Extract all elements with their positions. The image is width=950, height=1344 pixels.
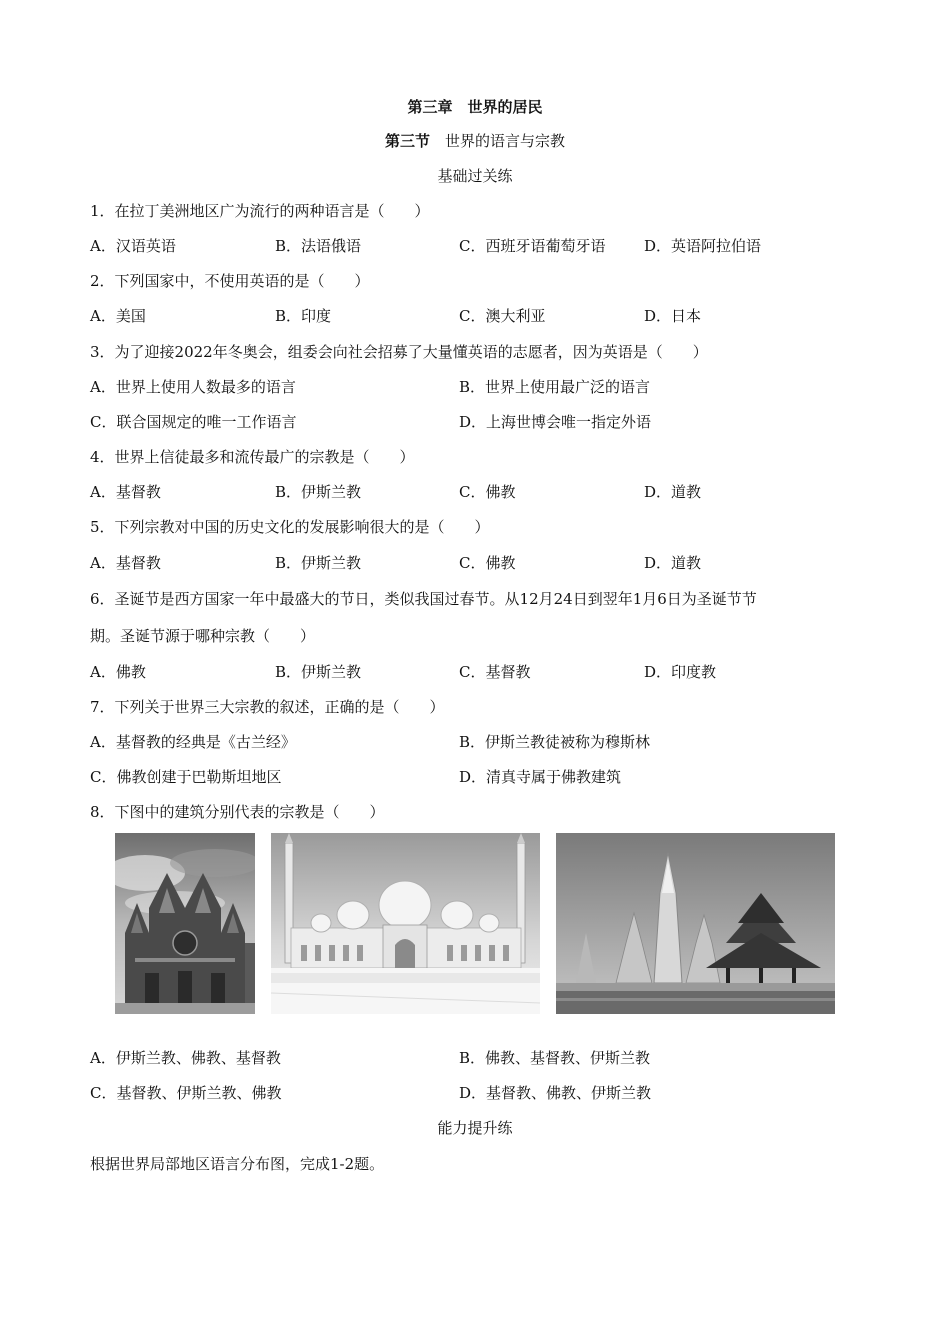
question-7-option-b: B．伊斯兰教徒被称为穆斯林 xyxy=(459,733,651,751)
question-4-option-c: C．佛教 xyxy=(459,483,516,501)
question-3-stem: 3．为了迎接2022年冬奥会，组委会向社会招募了大量懂英语的志愿者，因为英语是（ ） xyxy=(90,343,708,361)
question-4-option-d: D．道教 xyxy=(644,483,702,501)
question-7-option-d: D．清真寺属于佛教建筑 xyxy=(459,768,622,786)
question-2-option-c: C．澳大利亚 xyxy=(459,307,546,325)
question-1-option-d: D．英语阿拉伯语 xyxy=(644,237,762,255)
mosque-photo xyxy=(271,833,540,1014)
question-1-stem: 1．在拉丁美洲地区广为流行的两种语言是（ ） xyxy=(90,202,430,220)
question-2-stem: 2．下列国家中，不使用英语的是（ ） xyxy=(90,272,370,290)
chapter-title: 第三章 世界的居民 xyxy=(407,98,543,116)
question-7-option-c: C．佛教创建于巴勒斯坦地区 xyxy=(90,768,282,786)
buddhist-temple-photo xyxy=(556,833,835,1014)
question-3-option-c: C．联合国规定的唯一工作语言 xyxy=(90,413,297,431)
question-3-option-d: D．上海世博会唯一指定外语 xyxy=(459,413,652,431)
question-1-option-a: A．汉语英语 xyxy=(90,237,176,255)
question-4-option-a: A．基督教 xyxy=(90,483,161,501)
question-5-option-a: A．基督教 xyxy=(90,554,161,572)
question-5-option-c: C．佛教 xyxy=(459,554,516,572)
question-3-option-b: B．世界上使用最广泛的语言 xyxy=(459,378,651,396)
question-2-option-a: A．美国 xyxy=(90,307,146,325)
question-5-option-b: B．伊斯兰教 xyxy=(275,554,362,572)
question-6-stem: 6．圣诞节是西方国家一年中最盛大的节日，类似我国过春节。从12月24日到翌年1月6日为圣诞节节 xyxy=(90,590,757,608)
question-2-option-d: D．日本 xyxy=(644,307,702,325)
question-4-option-b: B．伊斯兰教 xyxy=(275,483,362,501)
question-6-stem-continued: 期。圣诞节源于哪种宗教（ ） xyxy=(90,627,316,645)
question-8-stem: 8．下图中的建筑分别代表的宗教是（ ） xyxy=(90,803,385,821)
question-6-option-c: C．基督教 xyxy=(459,663,531,681)
section-name: 世界的语言与宗教 xyxy=(445,132,566,150)
question-6-option-a: A．佛教 xyxy=(90,663,146,681)
question-8-option-a: A．伊斯兰教、佛教、基督教 xyxy=(90,1049,281,1067)
question-6-option-d: D．印度教 xyxy=(644,663,717,681)
question-4-stem: 4．世界上信徒最多和流传最广的宗教是（ ） xyxy=(90,448,415,466)
question-8-option-b: B．佛教、基督教、伊斯兰教 xyxy=(459,1049,651,1067)
section-title xyxy=(0,130,950,151)
question-2-option-b: B．印度 xyxy=(275,307,332,325)
gothic-cathedral-photo xyxy=(115,833,255,1014)
part2-title: 能力提升练 xyxy=(437,1119,513,1137)
question-3-option-a: A．世界上使用人数最多的语言 xyxy=(90,378,296,396)
question-5-option-d: D．道教 xyxy=(644,554,702,572)
question-7-stem: 7．下列关于世界三大宗教的叙述，正确的是（ ） xyxy=(90,698,445,716)
part1-title: 基础过关练 xyxy=(437,167,513,185)
part2-intro: 根据世界局部地区语言分布图，完成1-2题。 xyxy=(90,1155,385,1173)
question-1-option-b: B．法语俄语 xyxy=(275,237,362,255)
question-6-option-b: B．伊斯兰教 xyxy=(275,663,362,681)
question-5-stem: 5．下列宗教对中国的历史文化的发展影响很大的是（ ） xyxy=(90,518,490,536)
question-1-option-c: C．西班牙语葡萄牙语 xyxy=(459,237,606,255)
section-label: 第三节 xyxy=(384,132,430,150)
question-7-option-a: A．基督教的经典是《古兰经》 xyxy=(90,733,296,751)
question-8-option-d: D．基督教、佛教、伊斯兰教 xyxy=(459,1084,652,1102)
question-8-option-c: C．基督教、伊斯兰教、佛教 xyxy=(90,1084,282,1102)
